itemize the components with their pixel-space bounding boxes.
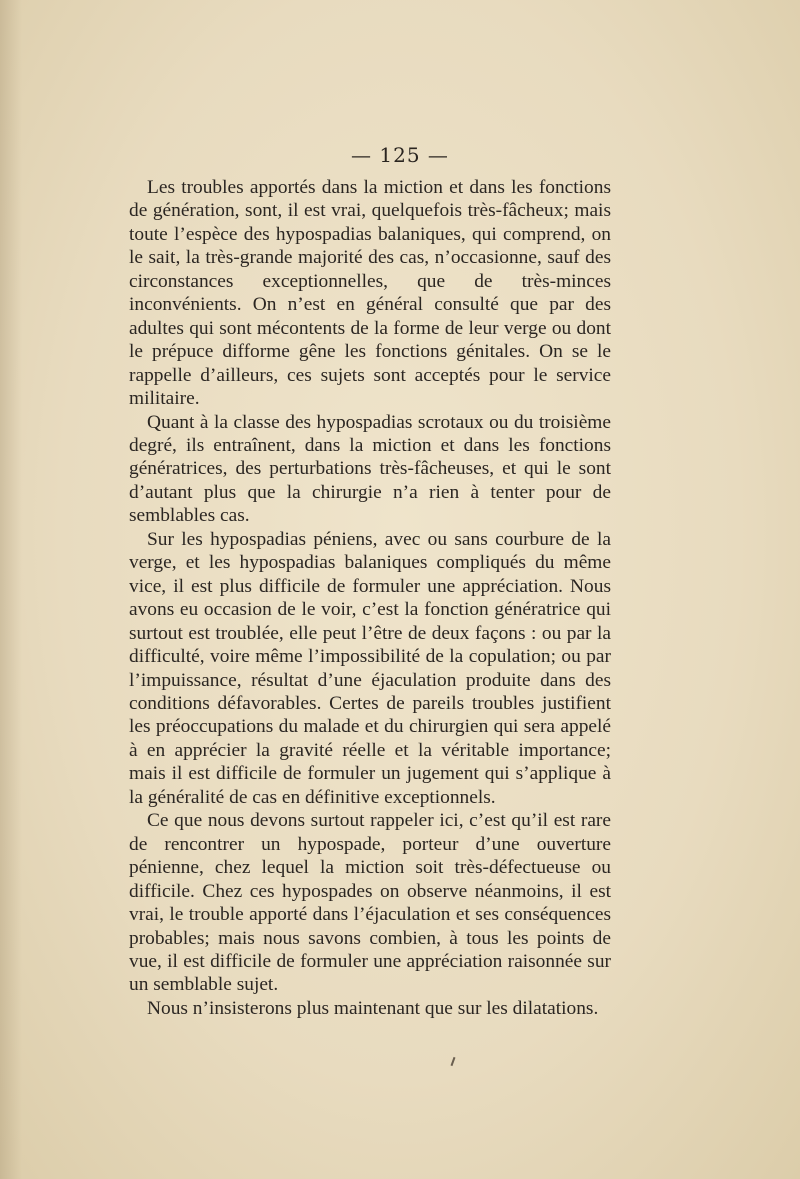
paragraph-4: Ce que nous devons surtout rappeler ici, c’est qu’il est rare de rencontrer un hypospade, porteur d’une ouverture pénienne, chez lequel la miction soit très-défectueuse ou difficile. Chez ces hypospades on observe néanmoins, il est vrai, le trouble apporté dans l’éjaculation et ses conséquences probables; mais nous savons combien, à tous les points de vue, il est difficile de formuler une appréciation raisonnée sur un semblable sujet. — [129, 810, 611, 996]
page-fold-shadow — [0, 0, 22, 1179]
page-number: — 125 — — [351, 143, 449, 167]
paragraph-5: Nous n’insisterons plus maintenant que sur les dilatations. — [147, 997, 599, 1019]
paragraph-1: Les troubles apportés dans la miction et dans les fonctions de génération, sont, il est vrai, quelquefois très-fâcheux; mais toute l’espèce des hypospadias balaniques, qui comprend, on le sait, la très-grande majorité des cas, n’occasionne, sauf des circonstances exceptionnelles, que de très-minces inconvénients. On n’est en général consulté que par des adultes qui sont mécontents de la forme de leur verge ou dont le prépuce difforme gêne les fonctions génitales. On se le rappelle d’ailleurs, ces sujets sont acceptés pour le service militaire. — [129, 177, 611, 410]
body-text — [129, 176, 611, 1020]
paragraph-3: Sur les hypospadias péniens, avec ou sans courbure de la verge, et les hypospadias balaniques compliqués du même vice, il est plus difficile de formuler une appréciation. Nous avons eu occasion de le voir, c’est la fonction génératrice qui surtout est troublée, elle peut l’être de deux façons : ou par la difficulté, voire même l’impossibilité de la copulation; ou par l’impuissance, résultat d’une éjaculation produite dans des conditions défavorables. Certes de pareils troubles justifient les préoccupations du malade et du chirurgien qui sera appelé à en apprécier la gravité réelle et la véritable importance; mais il est difficile de formuler un jugement qui s’applique à la généralité de cas en définitive exceptionnels. — [129, 528, 611, 808]
ink-speck — [451, 1057, 456, 1066]
paragraph-2: Quant à la classe des hypospadias scrotaux ou du troisième degré, ils entraînent, dans la miction et dans les fonctions génératrices, des perturbations très-fâcheuses, et qui le sont d’autant plus que la chirurgie n’a rien à tenter pour de semblables cas. — [129, 411, 611, 527]
